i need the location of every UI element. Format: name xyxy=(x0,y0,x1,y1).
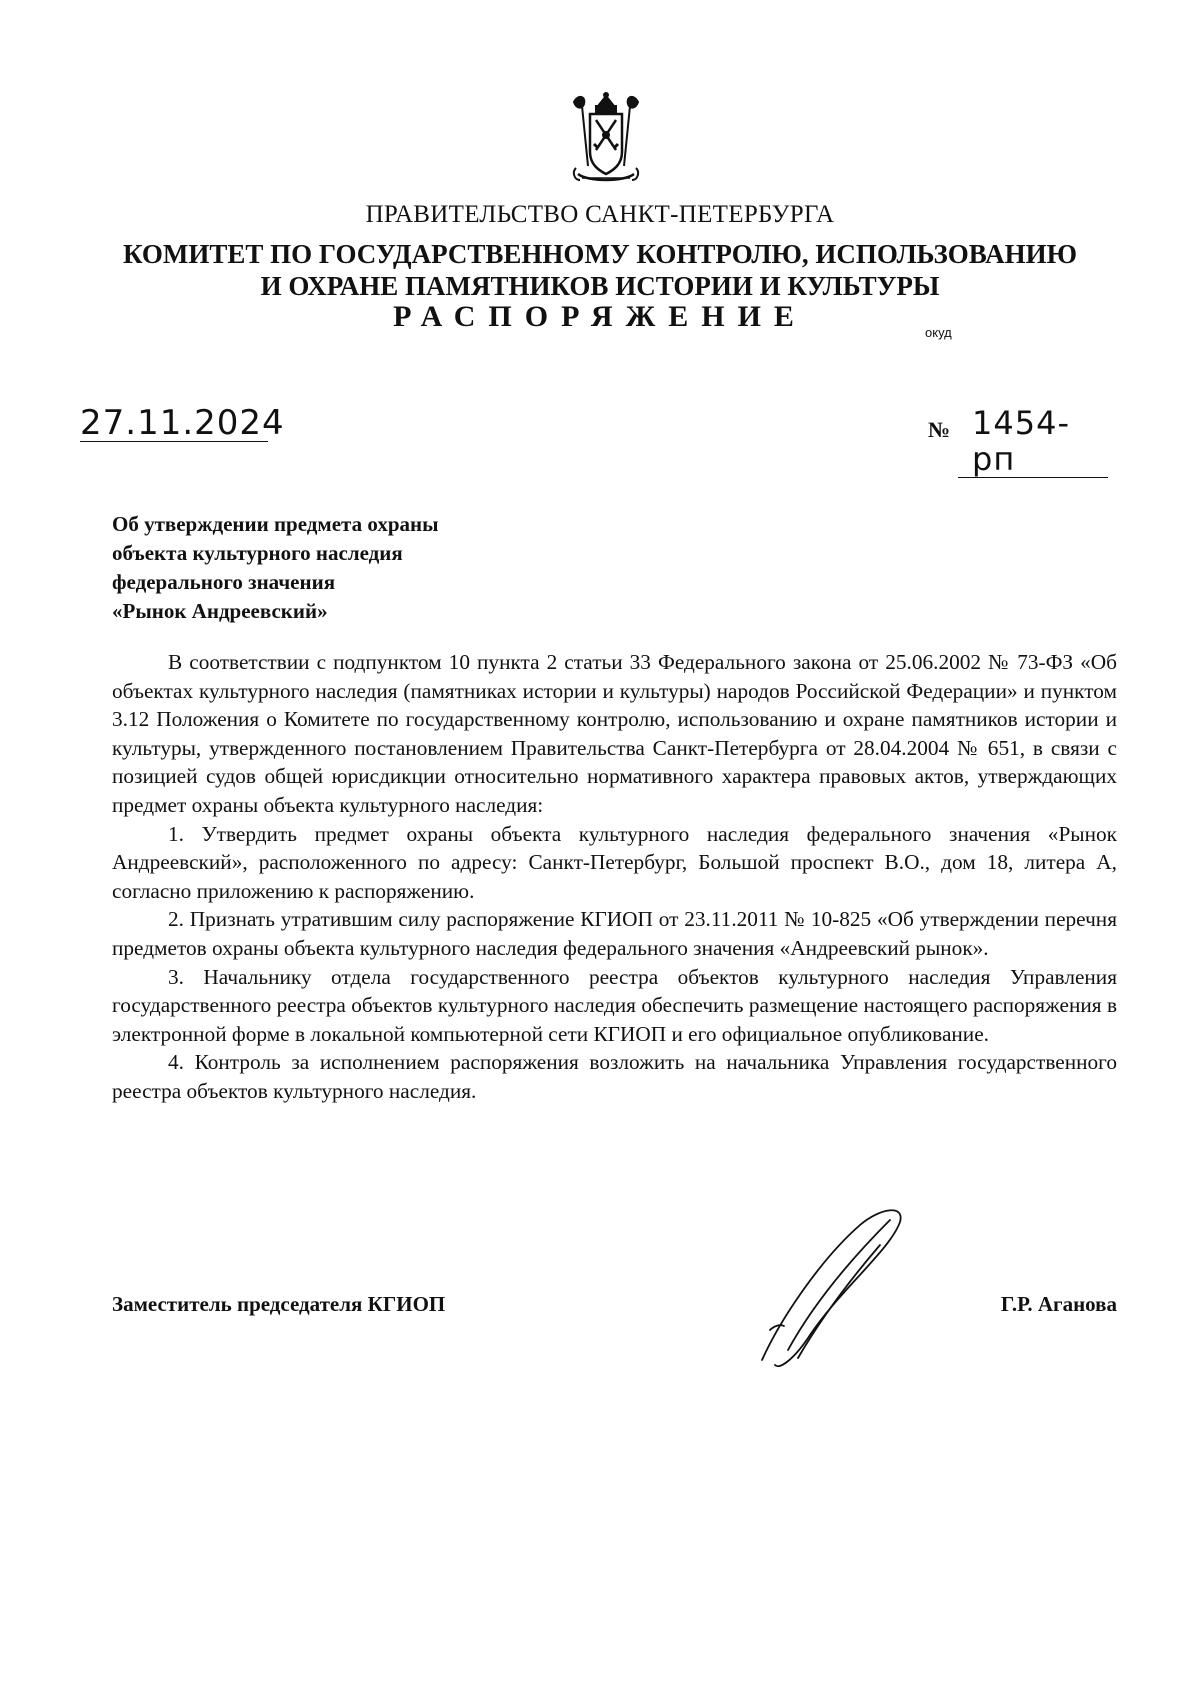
subject-line: федерального значения xyxy=(112,570,336,594)
subject-line: «Рынок Андреевский» xyxy=(112,599,328,623)
subject-line: Об утверждении предмета охраны xyxy=(112,512,439,536)
committee-heading xyxy=(0,238,1200,302)
order-item-3: 3. Начальнику отдела государственного реестра объектов культурного наследия Управления государственного реестра объектов культурного наследия обеспечить размещение настоящего распоряжения в электронной форме в локальной компьютерной сети КГИОП и его официальное опубликование. xyxy=(112,964,1117,1046)
document-date: 27.11.2024 xyxy=(80,403,285,443)
document-type-title: РАСПОРЯЖЕНИЕ xyxy=(393,300,807,333)
preamble-paragraph: В соответствии с подпунктом 10 пункта 2 статьи 33 Федерального закона от 25.06.2002 № 73-ФЗ «Об объектах культурного наследия (памятниках истории и культуры) народов Российской Федерации» и пунктом 3.12 Положения о Комитете по государственному контролю, использованию и охране памятников истории и культуры, утвержденного постановлением Правительства Санкт-Петербурга от 28.04.2004 № 651, в связи с позицией судов общей юрисдикции относительно нормативного характера правовых актов, утверждающих предмет охраны объекта культурного наследия: xyxy=(112,650,1117,817)
coat-of-arms-icon xyxy=(568,92,644,188)
handwritten-signature xyxy=(740,1200,920,1375)
order-item-4: 4. Контроль за исполнением распоряжения возложить на начальника Управления государственного реестра объектов культурного наследия. xyxy=(112,1050,1117,1103)
number-label: № xyxy=(928,417,951,442)
document-number: 1454-рп xyxy=(958,405,1108,478)
document-subject xyxy=(112,510,612,626)
okud-label: окуд xyxy=(925,325,952,340)
committee-heading-line2: И ОХРАНЕ ПАМЯТНИКОВ ИСТОРИИ И КУЛЬТУРЫ xyxy=(260,271,940,301)
committee-heading-line1: КОМИТЕТ ПО ГОСУДАРСТВЕННОМУ КОНТРОЛЮ, ИСПОЛЬЗОВАНИЮ xyxy=(123,239,1077,269)
government-heading: ПРАВИТЕЛЬСТВО САНКТ-ПЕТЕРБУРГА xyxy=(365,201,835,228)
signer-position: Заместитель председателя КГИОП xyxy=(112,1292,446,1316)
order-item-1: 1. Утвердить предмет охраны объекта культурного наследия федерального значения «Рынок Андреевский», расположенного по адресу: Санкт-Петербург, Большой проспект В.О., дом 18, литера А, согласно приложению к распоряжению. xyxy=(112,821,1117,903)
order-item-2: 2. Признать утратившим силу распоряжение КГИОП от 23.11.2011 № 10-825 «Об утверждении перечня предметов охраны объекта культурного наследия федерального значения «Андреевский рынок». xyxy=(112,907,1117,960)
subject-line: объекта культурного наследия xyxy=(112,541,403,565)
signer-name: Г.Р. Аганова xyxy=(1000,1292,1117,1316)
document-body xyxy=(112,648,1117,1106)
